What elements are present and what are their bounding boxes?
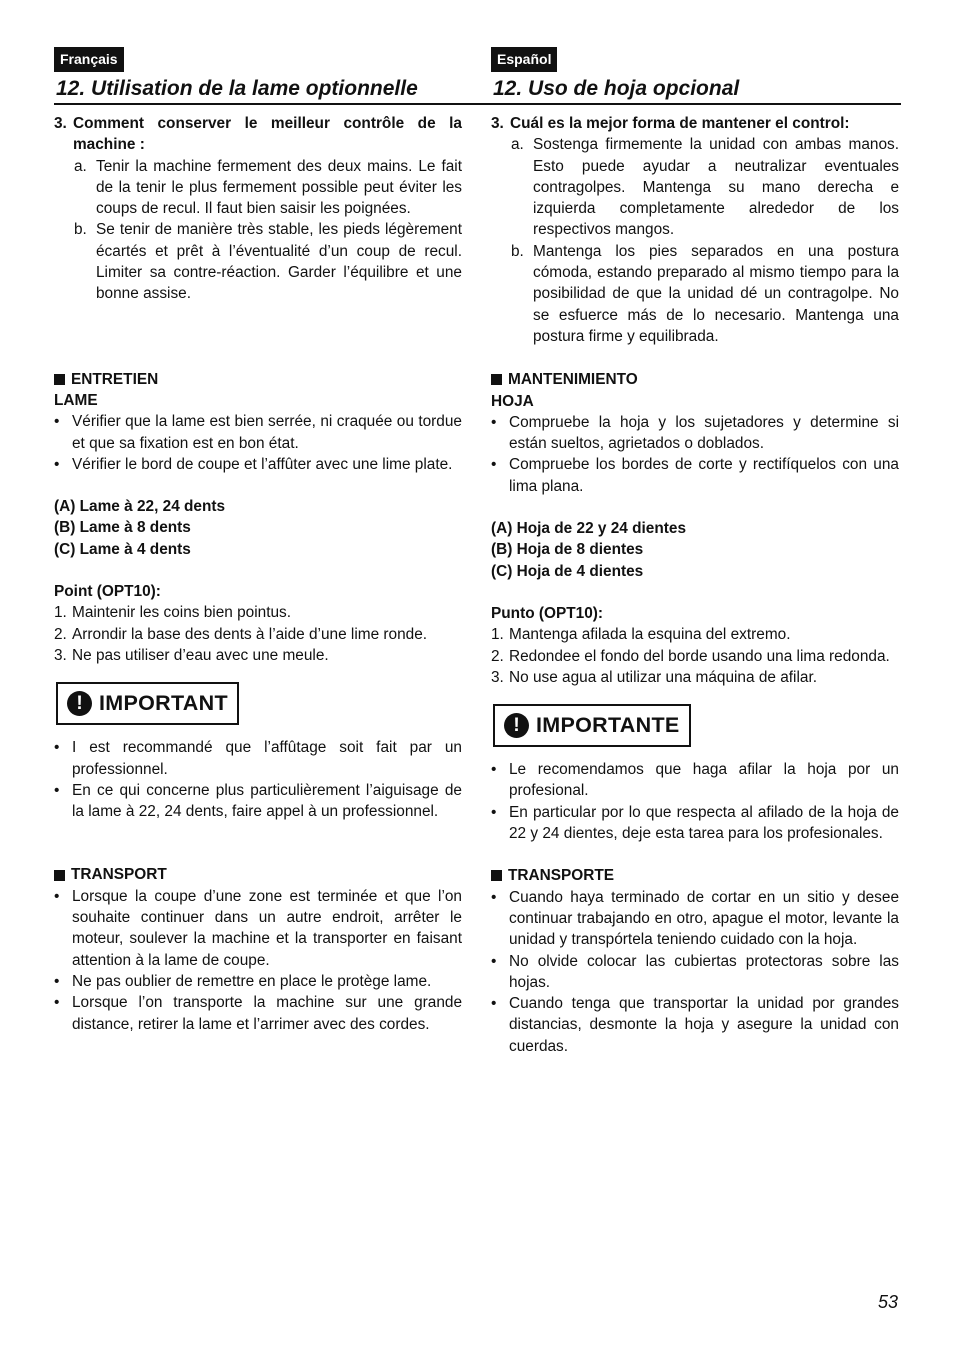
item-text: Cuando tenga que transportar la unidad por grandes distancias, desmonte la hoja y asegure la unidad con cuerdas. <box>509 995 899 1055</box>
item-text: Maintenir les coins bien pointus. <box>72 604 292 622</box>
transport-heading <box>491 865 899 886</box>
item-text: Compruebe los bordes de corte y rectifíquelos con una lima plana. <box>509 456 899 495</box>
important-label: IMPORTANTE <box>536 712 680 737</box>
bullet-icon: • <box>54 887 60 905</box>
list-item <box>54 411 462 454</box>
item-text: Lorsque la coupe d’une zone est terminée et que l’on souhaite continuer dans un autre endroit, arrêter le moteur, soulever la machine et la transporter en faisant attention à la lame de coupe. <box>72 887 462 969</box>
square-icon <box>491 374 502 385</box>
list-item <box>74 156 462 220</box>
control-question <box>491 113 899 134</box>
heading-text: MANTENIMIENTO <box>508 371 638 389</box>
important-notice <box>493 704 691 747</box>
item-number: 1. <box>54 604 67 622</box>
list-item <box>491 624 899 645</box>
item-number: 3. <box>54 115 67 132</box>
bullet-icon: • <box>491 761 497 779</box>
item-text: Mantenga afilada la esquina del extremo. <box>509 626 791 644</box>
heading-text: ENTRETIEN <box>71 370 159 388</box>
bullet-icon: • <box>491 456 497 474</box>
item-number: 3. <box>54 646 67 664</box>
item-text: Ne pas utiliser d’eau avec une meule. <box>72 646 329 664</box>
language-tag-spanish: Español <box>491 47 557 72</box>
page-number: 53 <box>878 1292 899 1312</box>
bullet-icon: • <box>491 413 497 431</box>
bullet-icon: • <box>54 781 60 799</box>
bullet-icon: • <box>54 413 60 431</box>
maintenance-heading <box>54 369 462 390</box>
item-text: Mantenga los pies separados en una postura cómoda, estando preparado al mismo tiempo para la posibilidad de que la unidad dé un contragolpe. No se esfuerce más de lo necesario. Mantenga una postura firme y equilibrada. <box>533 242 899 345</box>
item-text: I est recommandé que l’affûtage soit fait par un professionnel. <box>72 739 462 778</box>
item-number: 2. <box>54 625 67 643</box>
bullet-icon: • <box>491 803 497 821</box>
question-text: Comment conserver le meilleur contrôle de la machine : <box>73 115 462 154</box>
bullet-icon: • <box>491 888 497 906</box>
point-heading: Point (OPT10): <box>54 583 161 601</box>
list-item <box>491 993 899 1057</box>
blade-type: (A) Lame à 22, 24 dents <box>54 498 226 516</box>
item-text: En ce qui concerne plus particulièrement l’aiguisage de la lame à 22, 24 dents, faire appel à un professionnel. <box>72 781 462 821</box>
item-text: Cuando haya terminado de cortar en un sitio y desee continuar trabajando en otro, apague el motor, levante la unidad y transpórtela teniendo cuidado con la hoja. <box>509 888 899 949</box>
question-text: Cuál es la mejor forma de mantener el control: <box>510 115 850 132</box>
bullet-icon: • <box>54 739 60 757</box>
list-item <box>54 645 462 666</box>
list-item <box>491 802 899 845</box>
item-number: 3. <box>491 115 504 132</box>
item-number: 1. <box>491 626 504 644</box>
french-column <box>54 113 462 1035</box>
item-text: Tenir la machine fermement des deux mains. Le fait de la tenir le plus fermement possible peut éviter les coups de recul. Il faut bien saisir les poignées. <box>96 157 462 218</box>
item-text: No use agua al utilizar una máquina de afilar. <box>509 668 818 686</box>
important-notice <box>56 682 239 725</box>
list-item <box>511 134 899 240</box>
important-label: IMPORTANT <box>99 691 228 716</box>
blade-type: (C) Lame à 4 dents <box>54 540 191 558</box>
maintenance-heading <box>491 369 899 390</box>
blade-type: (C) Hoja de 4 dientes <box>491 562 644 580</box>
item-number: 3. <box>491 668 504 686</box>
blade-subheading: HOJA <box>491 392 534 410</box>
item-letter: b. <box>74 221 87 239</box>
list-item <box>54 971 462 992</box>
bullet-icon: • <box>54 455 60 473</box>
item-number: 2. <box>491 647 504 665</box>
list-item <box>491 667 899 688</box>
list-item <box>74 219 462 304</box>
item-text: Arrondir la base des dents à l’aide d’une lime ronde. <box>72 625 428 643</box>
blade-type: (B) Hoja de 8 dientes <box>491 541 644 559</box>
list-item <box>54 602 462 623</box>
item-text: Compruebe la hoja y los sujetadores y determine si están sueltos, agrietados o doblados. <box>509 413 899 453</box>
header-rule <box>54 103 901 105</box>
item-text: Vérifier que la lame est bien serrée, ni craquée ou tordue et que sa fixation est en bon état. <box>72 413 462 452</box>
control-question <box>54 113 462 156</box>
list-item <box>491 759 899 802</box>
item-text: Vérifier le bord de coupe et l’affûter avec une lime plate. <box>72 455 453 473</box>
list-item <box>54 624 462 645</box>
list-item <box>491 454 899 497</box>
square-icon <box>54 374 65 385</box>
bullet-icon: • <box>54 994 60 1012</box>
heading-text: TRANSPORTE <box>508 867 615 885</box>
spanish-column <box>491 113 899 1057</box>
blade-subheading: LAME <box>54 391 98 409</box>
section-title-french: 12. Utilisation de la lame optionnelle <box>56 77 418 100</box>
exclamation-icon: ! <box>504 713 529 738</box>
item-text: Le recomendamos que haga afilar la hoja por un profesional. <box>509 761 899 800</box>
list-item <box>54 454 462 475</box>
item-text: Redondee el fondo del borde usando una lima redonda. <box>509 647 890 665</box>
item-text: Se tenir de manière très stable, les pieds légèrement écartés et prêt à l’éventualité d’un coup de recul. Limiter sa contre-réaction. Garder l’équilibre et une bonne assise. <box>96 221 462 303</box>
list-item <box>54 780 462 823</box>
item-letter: a. <box>74 157 87 175</box>
item-letter: a. <box>511 136 524 154</box>
item-text: Lorsque l’on transporte la machine sur une grande distance, retirer la lame et l’arrimer avec des cordes. <box>72 994 462 1033</box>
heading-text: TRANSPORT <box>71 866 167 884</box>
item-text: Ne pas oublier de remettre en place le protège lame. <box>72 972 432 990</box>
list-item <box>491 887 899 951</box>
item-text: No olvide colocar las cubiertas protectoras sobre las hojas. <box>509 952 899 991</box>
list-item <box>54 737 462 780</box>
transport-heading <box>54 864 462 885</box>
list-item <box>511 241 899 347</box>
point-heading: Punto (OPT10): <box>491 604 604 622</box>
blade-type: (B) Lame à 8 dents <box>54 519 191 537</box>
bullet-icon: • <box>491 995 497 1013</box>
item-letter: b. <box>511 242 524 260</box>
list-item <box>491 412 899 455</box>
exclamation-icon: ! <box>67 691 92 716</box>
bullet-icon: • <box>491 952 497 970</box>
item-text: Sostenga firmemente la unidad con ambas manos. Esto puede ayudar a neutralizar eventuales contragolpes. Mantenga su mano derecha e izquierda completamente alrededor de los respectivos mangos. <box>533 136 899 239</box>
language-tag-french: Français <box>54 47 124 72</box>
list-item <box>54 886 462 971</box>
section-title-spanish: 12. Uso de hoja opcional <box>493 77 740 100</box>
square-icon <box>491 870 502 881</box>
list-item <box>491 646 899 667</box>
square-icon <box>54 870 65 881</box>
list-item <box>54 992 462 1035</box>
item-text: En particular por lo que respecta al afilado de la hoja de 22 y 24 dientes, deje esta tarea para los profesionales. <box>509 803 899 843</box>
blade-type: (A) Hoja de 22 y 24 dientes <box>491 520 687 538</box>
bullet-icon: • <box>54 972 60 990</box>
list-item <box>491 951 899 994</box>
